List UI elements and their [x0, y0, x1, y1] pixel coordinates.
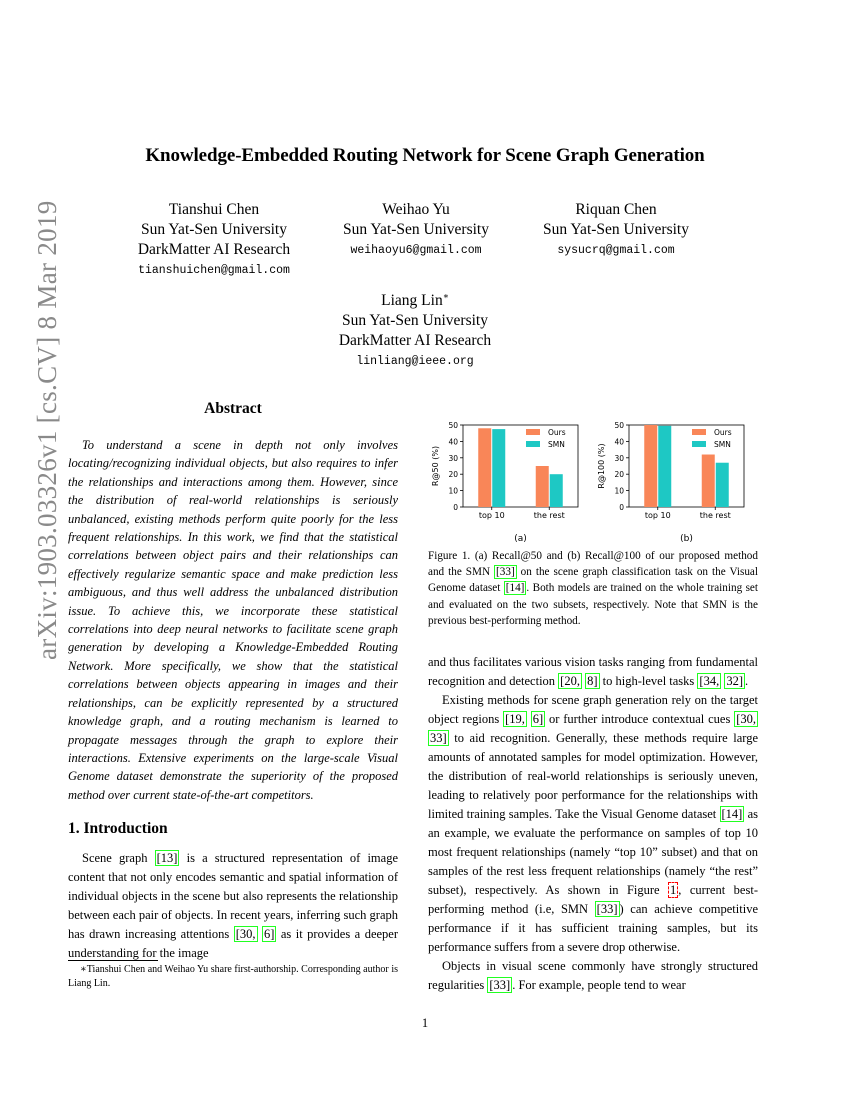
citation-link[interactable]: [30,	[736, 712, 756, 726]
caption-text	[428, 548, 758, 629]
bar-smn	[492, 429, 505, 507]
text-run: and thus facilitates various vision tasks ranging from fundamental recognition and detection	[428, 655, 758, 688]
citation-link[interactable]: [13]	[156, 851, 178, 865]
text-run: Objects in visual scene commonly have strongly structured regularities	[428, 959, 758, 992]
figure-1	[428, 410, 768, 550]
text-run: Figure 1. (a) Recall@50 and (b) Recall@100 of our proposed method and the SMN	[428, 550, 758, 579]
author-block	[516, 200, 716, 262]
legend-label: Ours	[714, 428, 732, 437]
author-affiliation: Sun Yat-Sen University	[141, 221, 287, 238]
citation-link[interactable]: [14]	[505, 582, 525, 595]
author-name	[300, 286, 530, 311]
citation-link[interactable]: [33]	[489, 978, 511, 992]
citation-link[interactable]: [30,	[235, 927, 256, 941]
citation-link[interactable]: 6]	[264, 927, 275, 941]
author-block	[114, 200, 314, 282]
subfigure-label: (a)	[514, 534, 527, 544]
citation-link[interactable]: [33]	[596, 902, 618, 916]
y-tick-label: 0	[453, 503, 458, 512]
page-number: 1	[421, 1016, 429, 1030]
text-run: . Both models are trained on the whole training set and evaluated on the two subsets, respectively. Note that SMN is the previous best-performing method.	[428, 582, 758, 627]
author-email: tianshuichen@gmail.com	[138, 264, 290, 277]
author-name: Weihao Yu	[382, 201, 450, 218]
author-affiliation: DarkMatter AI Research	[137, 241, 291, 258]
bar-ours	[702, 455, 715, 507]
author-name-text: Liang Lin	[381, 292, 443, 310]
body-paragraph	[428, 957, 758, 995]
arxiv-stamp: arXiv:1903.03326v1 [cs.CV] 8 Mar 2019	[32, 200, 62, 660]
y-tick-label: 10	[448, 486, 458, 496]
text-run: to high-level tasks	[599, 674, 698, 688]
text-run: Existing methods for scene graph generation rely on the target object regions	[428, 693, 758, 726]
text-run: is a structured representation of image content that not only encodes semantic and spatial information of individual objects in the scene but also represents the relationship between each pair of objects. In recent years, inferring such graph has drawn increasing attentions	[68, 851, 399, 941]
text-run: to aid recognition. Generally, these methods require large amounts of annotated samples for model optimization. However, the distribution of real-world relationships is seriously uneven, leading to relatively poor performance for the relationships with limited training samples. Take the Visual Genome dataset	[428, 731, 758, 821]
abstract-text: To understand a scene in depth not only involves locating/recognizing individual objects, but also requires to infer the relationships and interactions among them. However, since the distribution of real-world relationships is seriously unbalanced, existing methods perform quite poorly for the less frequent relationships. In this work, we find that the statistical correlations between object pairs and their relationships can effectively regularize semantic space and make prediction less ambiguous, and thus well address the unbalanced distribution issue. To achieve this, we incorporate these statistical correlations into deep neural networks to facilitate scene graph generation by developing a Knowledge-Embedded Routing Network. More specifically, we show that the statistical correlations between objects appearing in images and their relationships, can be explicitly represented by a structured knowledge graph, and a routing mechanism is learned to propagate messages through the graph to explore their interactions. Extensive experiments on the large-scale Visual Genome dataset demonstrate the superiority of the proposed method over current state-of-the-art competitors.	[68, 438, 398, 802]
author-affiliation: Sun Yat-Sen University	[543, 221, 689, 238]
text-run: as an example, we evaluate the performance on samples of top 10 most frequent relationships (namely “top 10” subset) and that on samples of the rest less frequent relationships (namely “the rest” subset), respectively. As shown in Figure	[428, 807, 758, 897]
bar-smn	[658, 426, 671, 507]
text-run: or further introduce contextual cues	[545, 712, 735, 726]
right-column-body	[428, 653, 758, 995]
y-axis-label: R@50 (%)	[431, 445, 440, 487]
y-tick-label: 0	[619, 503, 624, 512]
legend-swatch	[526, 429, 540, 435]
citation-link[interactable]: [20,	[560, 674, 580, 688]
bar-smn	[550, 474, 563, 507]
figure-link[interactable]: 1	[670, 883, 677, 897]
intro-heading: 1. Introduction	[68, 820, 168, 837]
author-email: weihaoyu6@gmail.com	[350, 244, 482, 257]
y-tick-label: 50	[614, 421, 624, 430]
legend-swatch	[692, 441, 706, 447]
bar-ours	[644, 425, 657, 507]
x-tick-label: the rest	[699, 511, 731, 520]
author-affiliation: Sun Yat-Sen University	[342, 312, 488, 330]
author-affiliation: DarkMatter AI Research	[338, 332, 492, 350]
abstract-heading: Abstract	[204, 400, 262, 417]
y-tick-label: 30	[614, 453, 624, 463]
y-tick-label: 40	[448, 437, 458, 447]
legend-label: SMN	[714, 440, 731, 449]
citation-link[interactable]: [19,	[505, 712, 525, 726]
author-email: linliang@ieee.org	[356, 355, 474, 369]
text-run: Scene graph	[82, 851, 155, 865]
x-tick-label: the rest	[533, 511, 565, 520]
y-axis-label: R@100 (%)	[597, 443, 606, 489]
text-run: . For example, people tend to wear	[512, 978, 686, 992]
citation-link[interactable]: [33]	[496, 566, 515, 579]
abstract-body	[68, 436, 398, 804]
figure-caption	[428, 548, 758, 629]
text-run: as it provides a deeper understanding for the image	[68, 927, 399, 960]
y-tick-label: 30	[448, 453, 458, 463]
author-name: Tianshui Chen	[168, 201, 260, 218]
y-tick-label: 20	[614, 470, 624, 480]
y-tick-label: 50	[448, 421, 458, 430]
chart-a	[431, 421, 578, 544]
y-tick-label: 20	[448, 470, 458, 480]
author-block	[300, 286, 530, 373]
text-run: .	[745, 674, 749, 688]
legend-swatch	[692, 429, 706, 435]
intro-paragraph	[68, 849, 398, 963]
x-tick-label: top 10	[644, 511, 671, 520]
footnote-rule	[68, 960, 158, 961]
bar-ours	[478, 428, 491, 507]
citation-link[interactable]: 6]	[532, 712, 544, 726]
citation-link[interactable]: [34,	[699, 674, 720, 688]
citation-link[interactable]: 32]	[726, 674, 744, 688]
body-paragraph	[428, 653, 758, 691]
citation-link[interactable]: [14]	[721, 807, 743, 821]
y-tick-label: 10	[614, 486, 624, 496]
bar-smn	[716, 463, 729, 507]
footnote: ∗Tianshui Chen and Weihao Yu share first-authorship. Corresponding author is Liang Lin.	[68, 964, 398, 989]
author-name: Riquan Chen	[575, 201, 657, 218]
text-run: ) can achieve competitive performance if it has sufficient training samples, but its performance suffers from a severe drop otherwise.	[428, 902, 758, 954]
author-email: sysucrq@gmail.com	[557, 244, 675, 257]
x-tick-label: top 10	[478, 511, 505, 520]
subfigure-label: (b)	[680, 534, 693, 544]
citation-link[interactable]: 8]	[587, 674, 598, 688]
citation-link[interactable]: 33]	[430, 731, 447, 745]
legend-swatch	[526, 441, 540, 447]
legend-label: Ours	[548, 428, 566, 437]
paper-title: Knowledge-Embedded Routing Network for Scene Graph Generation	[145, 145, 705, 166]
body-paragraph	[428, 691, 758, 957]
bar-ours	[536, 466, 549, 507]
author-affiliation: Sun Yat-Sen University	[343, 221, 489, 238]
author-footnote-mark: ∗	[442, 291, 449, 301]
intro-body	[68, 849, 398, 963]
text-run: , current best-performing method (i.e, SMN	[428, 883, 758, 916]
y-tick-label: 40	[614, 437, 624, 447]
text-run: on the scene graph classification task on the Visual Genome dataset	[428, 566, 758, 595]
chart-b	[597, 421, 744, 544]
legend-label: SMN	[548, 440, 565, 449]
author-block	[316, 200, 516, 262]
